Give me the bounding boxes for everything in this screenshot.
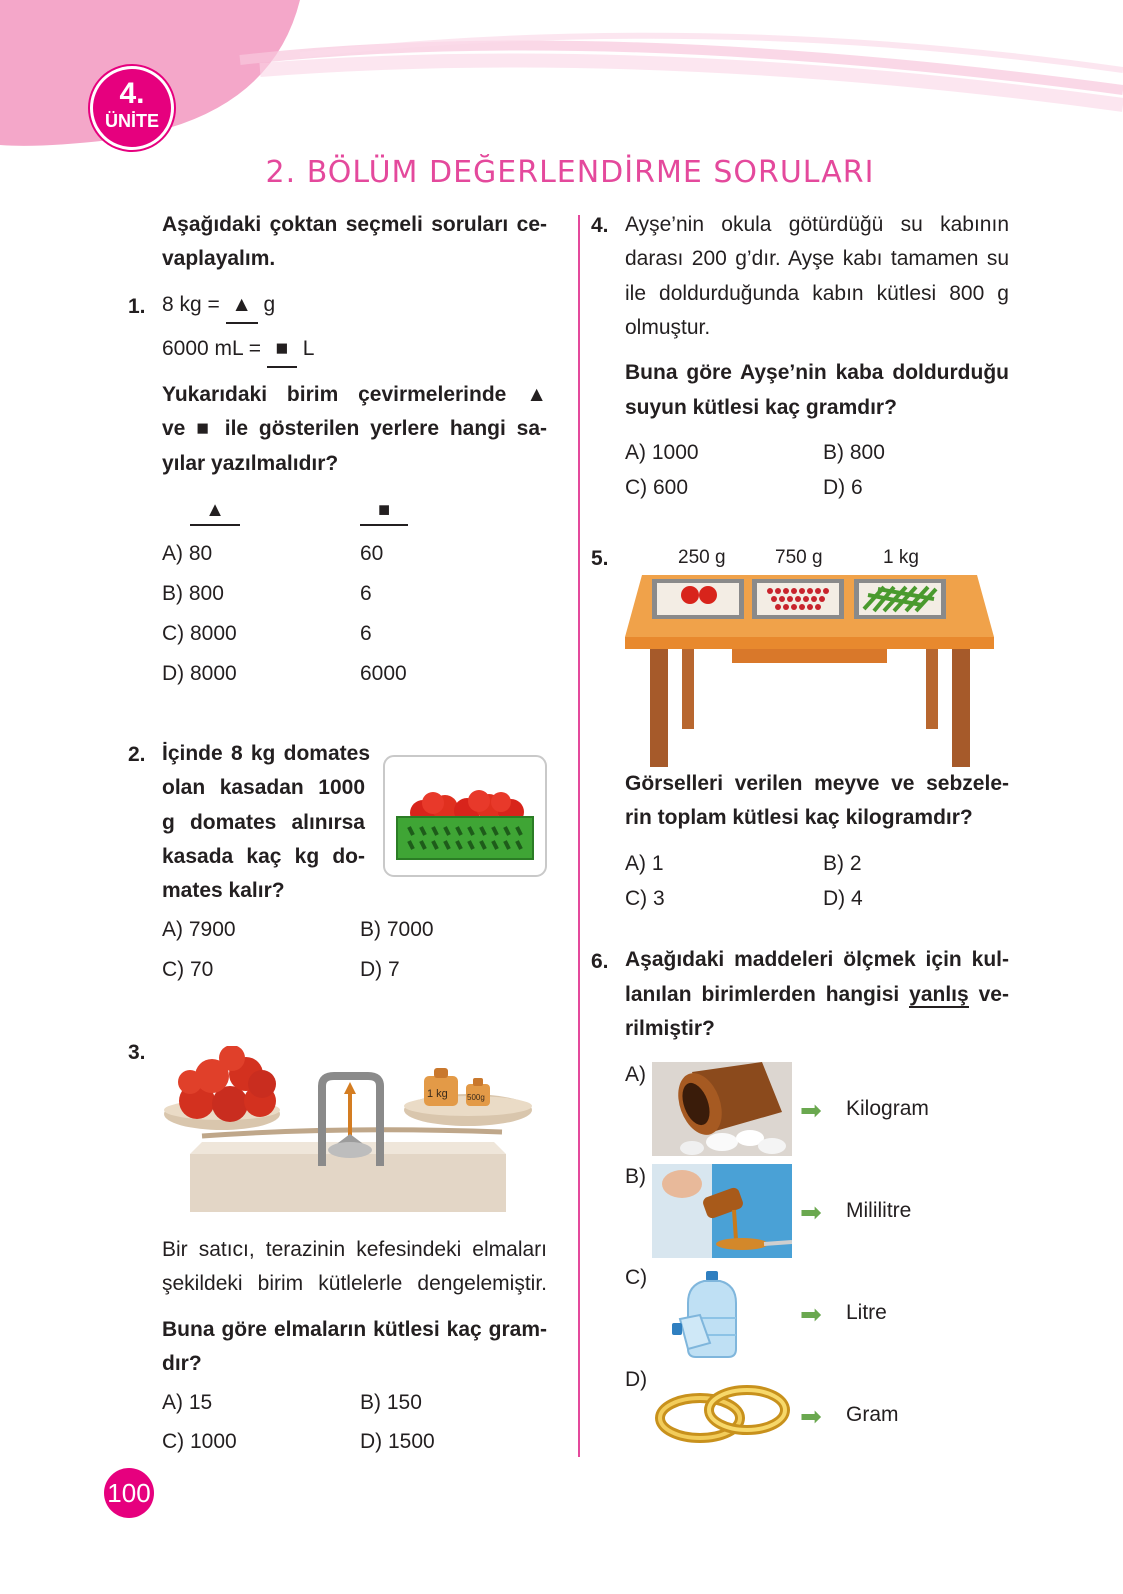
- q2-number: 2.: [128, 743, 146, 766]
- water-bottles-image: [670, 1263, 770, 1359]
- q3-question-line1: Buna göre elmaların kütlesi kaç gram-: [162, 1318, 547, 1341]
- q6-number: 6.: [591, 950, 609, 973]
- q4-option-d[interactable]: D) 6: [823, 476, 863, 499]
- q1-line1-unit: g: [263, 293, 276, 316]
- q2-line-2: olan kasadan 1000: [162, 776, 365, 799]
- unit-badge: [90, 66, 174, 150]
- q5-option-a[interactable]: A) 1: [625, 852, 664, 875]
- arrow-icon: ➡: [800, 1197, 822, 1227]
- q3-question-line2: dır?: [162, 1352, 202, 1375]
- q6-question-line2-b: ve-: [978, 983, 1009, 1006]
- q4-number: 4.: [591, 214, 609, 237]
- q1-option-d[interactable]: D) 8000: [162, 662, 237, 685]
- q6-option-a[interactable]: A): [625, 1063, 646, 1086]
- q4-question-line2: suyun kütlesi kaç gramdır?: [625, 396, 897, 419]
- q1-number: 1.: [128, 295, 146, 318]
- page-title: 2. BÖLÜM DEĞERLENDİRME SORULARI: [265, 155, 875, 190]
- triangle-icon: ▲: [205, 499, 225, 521]
- triangle-blank: [226, 288, 258, 324]
- q6-option-b[interactable]: B): [625, 1165, 646, 1188]
- q3-option-a[interactable]: A) 15: [162, 1391, 213, 1414]
- q4-option-a[interactable]: A) 1000: [625, 441, 699, 464]
- instruction-line-2: vaplayalım.: [162, 247, 276, 270]
- table-with-produce-image: [622, 575, 997, 770]
- q6-underlined-word: yanlış: [909, 983, 969, 1006]
- gold-rings-image: [655, 1380, 790, 1446]
- q6-item-a-unit: Kilogram: [846, 1097, 929, 1120]
- q6-option-c[interactable]: C): [625, 1266, 648, 1289]
- q6-option-d[interactable]: D): [625, 1368, 648, 1391]
- triangle-column-header: [190, 496, 240, 526]
- instruction-line-1: Aşağıdaki çoktan seçmeli soruları ce-: [162, 213, 547, 236]
- q1-question-text-ve: ve: [162, 417, 186, 440]
- triangle-icon: ▲: [231, 293, 253, 316]
- q2-option-c[interactable]: C) 70: [162, 958, 214, 981]
- unit-label: ÜNİTE: [105, 111, 159, 131]
- q1-option-b-value: 6: [360, 582, 372, 605]
- square-icon: ■: [275, 337, 289, 360]
- q6-question-line3: rilmiştir?: [625, 1017, 715, 1040]
- q1-option-a[interactable]: A) 80: [162, 542, 213, 565]
- q4-question-line1: Buna göre Ayşe’nin kaba doldurduğu: [625, 361, 1009, 384]
- q1-question-text-1: Yukarıdaki birim çevirmelerinde: [162, 383, 507, 406]
- q3-text-line2: şekildeki birim kütlelerle dengelemiştir.: [162, 1272, 547, 1295]
- square-blank: [267, 332, 297, 368]
- q6-question-line2: [625, 978, 1009, 1012]
- arrow-icon: ➡: [800, 1095, 822, 1125]
- tomato-crate-image: [383, 755, 547, 877]
- q5-number: 5.: [591, 547, 609, 570]
- square-icon: ■: [196, 417, 214, 440]
- q2-line-3: g domates alınırsa: [162, 811, 365, 834]
- q1-question-line1: [162, 378, 547, 412]
- q6-item-b-unit: Mililitre: [846, 1199, 912, 1222]
- q5-option-d[interactable]: D) 4: [823, 887, 863, 910]
- q1-question-line2: [162, 412, 547, 446]
- square-column-header: [360, 496, 408, 526]
- page-number: 100: [104, 1468, 154, 1518]
- q3-text-line1: Bir satıcı, terazinin kefesindeki elmaları: [162, 1238, 547, 1261]
- q1-line1: [162, 288, 275, 324]
- q4-text-line1: Ayşe’nin okula götürdüğü su kabının: [625, 213, 1009, 236]
- q6-item-c-unit: Litre: [846, 1301, 887, 1324]
- q6-item-d-unit: Gram: [846, 1403, 899, 1426]
- q1-question-text-2: ile gösterilen yerlere hangi sa-: [224, 417, 548, 440]
- q1-option-c[interactable]: C) 8000: [162, 622, 237, 645]
- q5-label-1kg: 1 kg: [883, 547, 919, 568]
- q5-option-b[interactable]: B) 2: [823, 852, 862, 875]
- q1-line2-unit: L: [302, 337, 315, 360]
- q1-option-d-value: 6000: [360, 662, 407, 685]
- q1-option-a-value: 60: [360, 542, 384, 565]
- column-divider: [578, 215, 580, 1457]
- square-icon: ■: [377, 499, 391, 521]
- q3-option-b[interactable]: B) 150: [360, 1391, 422, 1414]
- q5-label-250g: 250 g: [678, 547, 726, 568]
- q3-option-d[interactable]: D) 1500: [360, 1430, 435, 1453]
- q4-option-b[interactable]: B) 800: [823, 441, 885, 464]
- q4-text-line3: ile doldurduğunda kabın kütlesi 800 g: [625, 282, 1009, 305]
- q1-line1-left: 8 kg =: [162, 293, 220, 316]
- q3-number: 3.: [128, 1041, 146, 1064]
- triangle-icon: ▲: [526, 383, 547, 406]
- q5-option-c[interactable]: C) 3: [625, 887, 665, 910]
- q4-option-c[interactable]: C) 600: [625, 476, 689, 499]
- pill-bottle-image: [652, 1062, 792, 1156]
- q2-option-d[interactable]: D) 7: [360, 958, 400, 981]
- q1-line2-left: 6000 mL =: [162, 337, 262, 360]
- arrow-icon: ➡: [800, 1401, 822, 1431]
- q6-question-line2-a: lanılan birimlerden hangisi: [625, 983, 900, 1006]
- balance-scale-image: [162, 1046, 542, 1216]
- q1-option-b[interactable]: B) 800: [162, 582, 224, 605]
- q4-text-line4: olmuştur.: [625, 316, 711, 339]
- q1-option-c-value: 6: [360, 622, 372, 645]
- q4-text-line2: darası 200 g’dır. Ayşe kabı tamamen su: [625, 247, 1009, 270]
- q2-line-1: İçinde 8 kg domates: [162, 742, 370, 765]
- unit-number: 4.: [119, 77, 145, 110]
- weight-label-500g: 500g: [467, 1093, 485, 1102]
- q5-question-line1: Görselleri verilen meyve ve sebzele-: [625, 772, 1009, 795]
- q3-option-c[interactable]: C) 1000: [162, 1430, 237, 1453]
- weight-label-1kg: 1 kg: [427, 1088, 448, 1100]
- q5-label-750g: 750 g: [775, 547, 823, 568]
- syrup-spoon-image: [652, 1164, 792, 1258]
- arrow-icon: ➡: [800, 1299, 822, 1329]
- q2-option-b[interactable]: B) 7000: [360, 918, 434, 941]
- q1-line2: [162, 332, 314, 368]
- q2-line-4: kasada kaç kg do-: [162, 845, 365, 868]
- q2-line-5: mates kalır?: [162, 879, 285, 902]
- q1-question-line3: yılar yazılmalıdır?: [162, 452, 339, 475]
- q6-question-line1: Aşağıdaki maddeleri ölçmek için kul-: [625, 948, 1009, 971]
- q5-question-line2: rin toplam kütlesi kaç kilogramdır?: [625, 806, 973, 829]
- q2-option-a[interactable]: A) 7900: [162, 918, 236, 941]
